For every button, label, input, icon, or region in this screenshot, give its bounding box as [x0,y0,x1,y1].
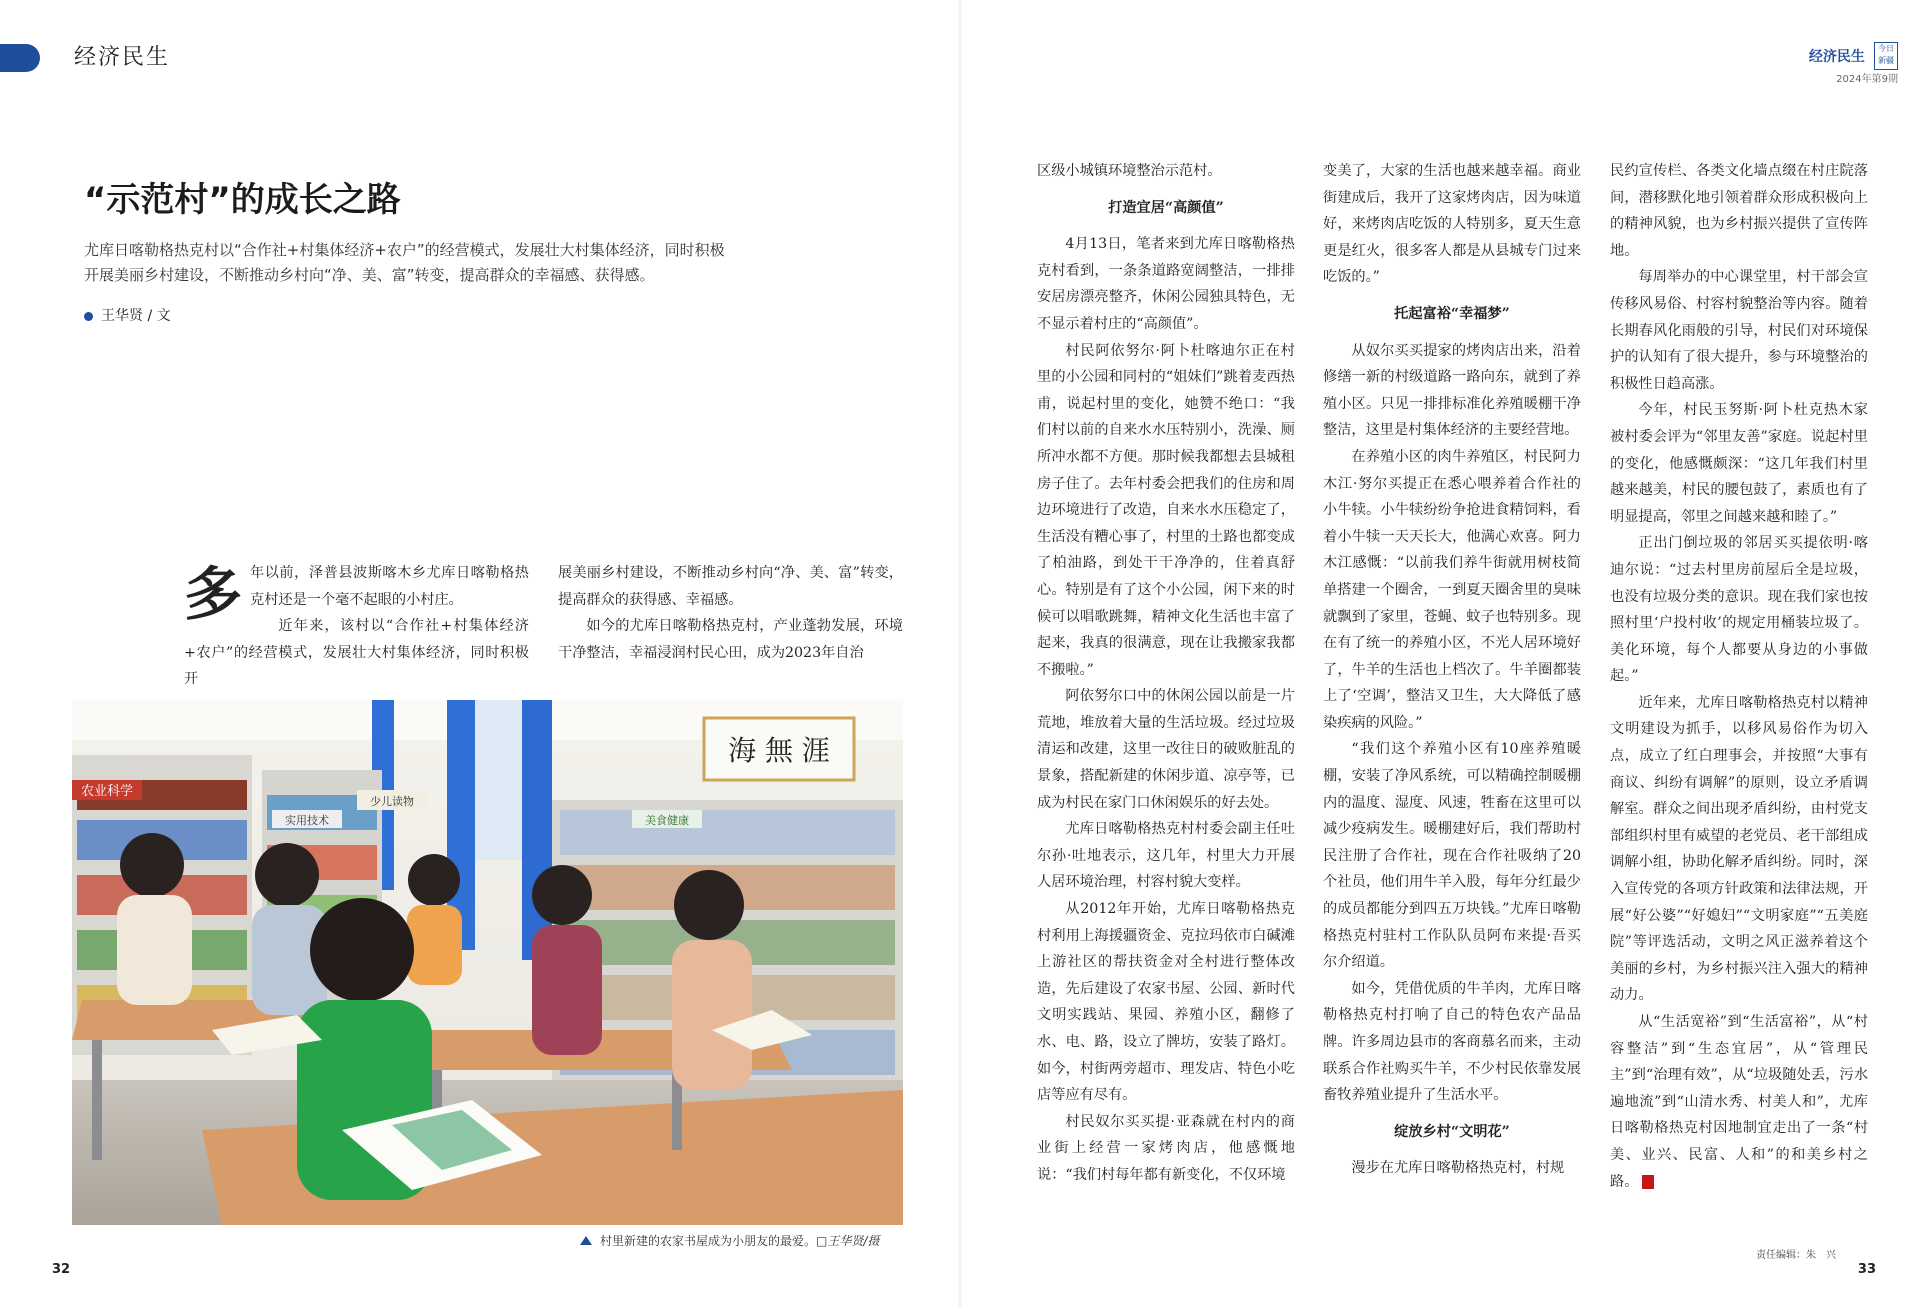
body-paragraph: 村民奴尔买买提·亚森就在村内的商业街上经营一家烤肉店，他感慨地说：“我们村每年都有新变化，不仅环境 [1037,1113,1295,1183]
page-gutter [958,0,962,1307]
byline-text: 王华贤 / 文 [101,308,171,324]
section-tab-marker [0,44,40,72]
body-paragraph: 从2012年开始，尤库日喀勒格热克村利用上海援疆资金、克拉玛依市白碱滩上游社区的帮扶资金对全村进行整体改造，先后建设了农家书屋、公园、新时代文明实践站、果园、养殖小区，翻修了水、电、路，设立了牌坊，安装了路灯。如今，村街两旁超市、理发店、特色小吃店等应有尽有。 [1037,901,1295,1104]
section-subheading: 打造宜居“高颜值” [1108,199,1224,216]
shelf-board-text: 实用技术 [285,814,329,827]
shelf-board-text: 少儿读物 [370,795,414,808]
section-label: 经济民生 [74,45,171,70]
body-column-2 [1323,158,1581,1182]
body-paragraph: 从奴尔买买提家的烤肉店出来，沿着修缮一新的村级道路一路向东，就到了养殖小区。只见一排排标准化养殖暖棚干净整洁，这里是村集体经济的主要经营地。 [1323,342,1581,439]
body-paragraph: 变美了，大家的生活也越来越幸福。商业街建成后，我开了这家烤肉店，因为味道好，来烤肉店吃饭的人特别多，夏天生意更是红火，很多客人都是从县城专门过来吃饭的。” [1323,163,1581,286]
body-paragraph: 从“生活宽裕”到“生活富裕”，从“村容整洁”到“生态宜居”，从“管理民主”到“治理有效”，从“垃圾随处丢，污水遍地流”到“山清水秀、村美人和”，尤库日喀勒格热克村因地制宜走出了一条“村美、业兴、民富、人和”的和美乡村之路。 [1610,1014,1868,1190]
body-paragraph: 今年，村民玉努斯·阿卜杜克热木家被村委会评为“邻里友善”家庭。说起村里的变化，他感慨颇深：“这几年我们村里越来越美，村民的腰包鼓了，素质也有了明显提高，邻里之间越来越和睦了。” [1610,402,1868,525]
sign-calligraphy: 海 無 涯 [728,734,830,767]
responsible-editor: 责任编辑：朱 兴 [1756,1250,1836,1261]
body-paragraph: 如今，凭借优质的牛羊肉，尤库日喀勒格热克村打响了自己的特色农产品品牌。许多周边县市的客商慕名而来，主动联系合作社购买牛羊，不少村民依靠发展畜牧养殖业提升了生活水平。 [1323,980,1581,1104]
shelf-board-text: 农业科学 [80,784,134,799]
issue-number: 2024年第9期 [1836,74,1898,85]
section-subheading: 托起富裕“幸福梦” [1394,305,1510,322]
body-paragraph: 近年来，尤库日喀勒格热克村以精神文明建设为抓手，以移风易俗作为切入点，成立了红白理事会，并按照“大事有商议、纠纷有调解”的原则，设立矛盾调解室。群众之间出现矛盾纠纷，由村党支部组织村里有威望的老党员、老干部组成调解小组，协助化解矛盾纠纷。同时，深入宣传党的各项方针政策和法律法规，开展“好公婆”“好媳妇”“文明家庭”“五美庭院”等评选活动，文明之风正滋养着这个美丽的乡村，为乡村振兴注入强大的精神动力。 [1610,694,1868,1004]
photo-caption [580,1232,879,1249]
caption-text: 村里新建的农家书屋成为小朋友的最爱。 [600,1234,817,1248]
intro-paragraph: 年以前，泽普县波斯喀木乡尤库日喀勒格热克村还是一个毫不起眼的小村庄。 [250,565,529,608]
caption-triangle-icon [580,1236,592,1245]
body-column-3 [1610,158,1868,1195]
drop-cap: 多 [184,560,243,628]
body-paragraph: 民约宣传栏、各类文化墙点缀在村庄院落间，潜移默化地引领着群众形成积极向上的精神风貌，也为乡村振兴提供了宣传阵地。 [1610,163,1868,259]
page-number-right: 33 [1857,1262,1876,1277]
masthead-section: 经济民生 [1808,49,1865,65]
page-number-left: 32 [52,1262,71,1277]
library-photo-illustration [72,700,903,1225]
body-paragraph: 在养殖小区的肉牛养殖区，村民阿力木江·努尔买提正在悉心喂养着合作社的小牛犊。小牛犊纷纷争抢进食精饲料，看着小牛犊一天天长大，他满心欢喜。阿力木江感慨：“以前我们养牛街就用树枝简单搭建一个圈舍，一到夏天圈舍里的臭味就飘到了家里，苍蝇、蚊子也特别多。现在有了统一的养殖小区，不光人居环境好了，牛羊的生活也上档次了。牛羊圈都装上了‘空调’，整洁又卫生，大大降低了感染疾病的风险。” [1323,448,1581,731]
end-of-article-mark-icon [1642,1175,1654,1189]
section-subheading: 绽放乡村“文明花” [1394,1123,1510,1140]
shelf-board-text: 美食健康 [645,814,689,827]
body-paragraph: 区级小城镇环境整治示范村。 [1037,163,1222,179]
body-paragraph: 4月13日，笔者来到尤库日喀勒格热克村看到，一条条道路宽阔整洁，一排排安居房漂亮整齐，休闲公园独具特色，无不显示着村庄的“高颜值”。 [1037,236,1295,332]
body-column-1 [1037,158,1295,1189]
body-paragraph: “我们这个养殖小区有10座养殖暖棚，安装了净风系统，可以精确控制暖棚内的温度、湿度、风速，牲畜在这里可以减少疫病发生。暖棚建好后，我们帮助村民注册了合作社，现在合作社吸纳了20个社员，他们用牛羊入股，每年分红最少的成员都能分到四五万块钱。”尤库日喀勒格热克村驻村工作队队员阿布来提·吾买尔介绍道。 [1323,741,1581,971]
body-paragraph: 尤库日喀勒格热克村村委会副主任吐尔孙·吐地表示，这几年，村里大力开展人居环境治理，村容村貌大变样。 [1037,821,1295,891]
byline-bullet-icon [84,312,93,321]
body-paragraph: 村民阿依努尔·阿卜杜喀迪尔正在村里的小公园和同村的“姐妹们”跳着麦西热甫，说起村里的变化，她赞不绝口：“我们村以前的自来水水压特别小，洗澡、厕所冲水都不方便。那时候我都想去县城租房子住了。去年村委会把我们的住房和周边环境进行了改造，自来水水压稳定了，生活没有糟心事了，村里的土路也都变成了柏油路，到处干干净净的，住着真舒心。特别是有了这个小公园，闲下来的时候可以唱歌跳舞，精神文化生活也丰富了起来，我真的很满意，现在让我搬家我都不搬啦。” [1037,342,1295,678]
body-paragraph: 正出门倒垃圾的邻居买买提依明·喀迪尔说：“过去村里房前屋后全是垃圾，也没有垃圾分类的意识。现在我们家也按照村里‘户投村收’的规定用桶装垃圾了。美化环境，每个人都要从身边的小事做起。” [1610,535,1868,685]
intro-column-2 [558,560,903,666]
intro-paragraph: 近年来，该村以“合作社+村集体经济+农户”的经营模式，发展壮大村集体经济，同时积极开 [184,618,529,688]
intro-paragraph: 展美丽乡村建设，不断推动乡村向“净、美、富”转变，提高群众的获得感、幸福感。 [558,565,903,608]
magazine-logo: 今日新疆 [1874,42,1898,70]
intro-column-1 [184,560,529,693]
intro-paragraph: 如今的尤库日喀勒格热克村，产业蓬勃发展，环境干净整洁，幸福浸润村民心田，成为2023年自治 [558,618,903,661]
body-paragraph: 阿依努尔口中的休闲公园以前是一片荒地，堆放着大量的生活垃圾。经过垃圾清运和改建，这里一改往日的破败脏乱的景象，搭配新建的休闲步道、凉亭等，已成为村民在家门口休闲娱乐的好去处。 [1037,688,1295,811]
body-paragraph: 漫步在尤库日喀勒格热克村，村规 [1351,1160,1565,1177]
body-paragraph: 每周举办的中心课堂里，村干部会宣传移风易俗、村容村貌整治等内容。随着长期春风化雨般的引导，村民们对环境保护的认知有了很大提升，参与环境整治的积极性日趋高涨。 [1610,269,1868,392]
photo-credit: □王华贤/摄 [816,1234,880,1248]
article-lead: 尤库日喀勒格热克村以“合作社+村集体经济+农户”的经营模式，发展壮大村集体经济，同时积极开展美丽乡村建设，不断推动乡村向“净、美、富”转变，提高群众的幸福感、获得感。 [84,241,725,284]
byline [84,305,171,325]
article-title: “示范村”的成长之路 [84,180,401,220]
library-photo [72,700,903,1225]
magazine-masthead [1809,42,1898,85]
